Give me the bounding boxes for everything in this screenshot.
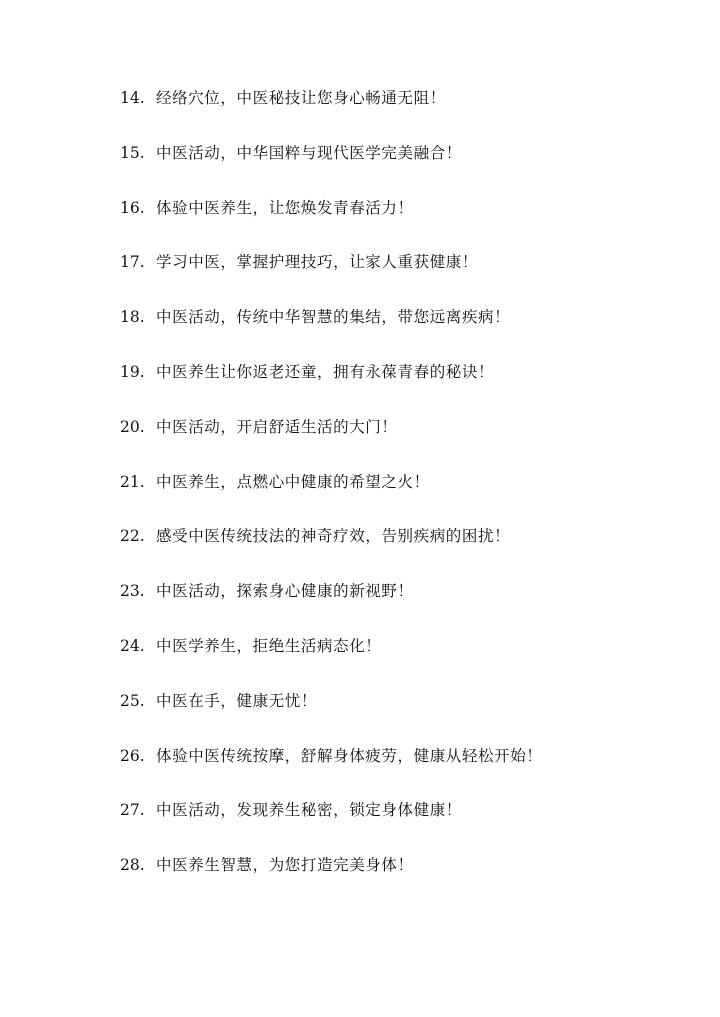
item-number: 26. [120, 746, 145, 765]
list-item [120, 634, 680, 689]
item-text: 经络穴位，中医秘技让您身心畅通无阻！ [156, 89, 446, 107]
item-text: 中医活动，发现养生秘密，锁定身体健康！ [156, 801, 462, 820]
list-item [120, 141, 680, 196]
item-text: 中医活动，传统中华智慧的集结，带您远离疾病！ [156, 308, 511, 327]
item-number: 28. [120, 856, 145, 875]
item-number: 21. [120, 472, 145, 491]
item-number: 27. [120, 801, 145, 820]
list-item [120, 744, 680, 799]
list-item [120, 86, 680, 141]
item-text: 体验中医传统按摩，舒解身体疲劳，健康从轻松开始！ [156, 746, 543, 765]
item-text: 中医养生智慧，为您打造完美身体！ [156, 856, 414, 875]
item-number: 18. [120, 308, 145, 327]
list-item [120, 853, 680, 908]
item-text: 中医在手，健康无忧！ [156, 691, 318, 710]
item-text: 中医养生，点燃心中健康的希望之火！ [156, 472, 430, 491]
item-text: 中医学养生，拒绝生活病态化！ [156, 636, 382, 655]
item-number: 15. [120, 143, 145, 162]
item-number: 24. [120, 636, 145, 655]
list-item [120, 524, 680, 579]
list-item [120, 196, 680, 251]
item-number: 23. [120, 582, 145, 601]
list-item [120, 305, 680, 360]
list-item [120, 579, 680, 634]
list-item [120, 360, 680, 415]
item-text: 中医活动，开启舒适生活的大门！ [156, 417, 398, 436]
item-number: 16. [120, 198, 145, 217]
item-number: 20. [120, 417, 145, 436]
item-text: 中医活动，中华国粹与现代医学完美融合！ [156, 143, 462, 162]
item-number: 17. [120, 253, 145, 272]
list-item [120, 689, 680, 744]
item-text: 中医活动，探索身心健康的新视野！ [156, 582, 414, 601]
list-item [120, 250, 680, 305]
item-text: 学习中医，掌握护理技巧，让家人重获健康！ [156, 253, 479, 272]
item-text: 中医养生让你返老还童，拥有永葆青春的秘诀！ [156, 362, 495, 381]
list-item [120, 470, 680, 525]
item-number: 19. [120, 362, 145, 381]
item-number: 22. [120, 527, 145, 546]
item-text: 感受中医传统技法的神奇疗效，告别疾病的困扰！ [156, 527, 511, 546]
item-number: 14. [120, 89, 145, 107]
slogan-list [120, 86, 680, 908]
item-text: 体验中医养生，让您焕发青春活力！ [156, 198, 414, 217]
list-item [120, 415, 680, 470]
item-number: 25. [120, 691, 145, 710]
list-item [120, 798, 680, 853]
